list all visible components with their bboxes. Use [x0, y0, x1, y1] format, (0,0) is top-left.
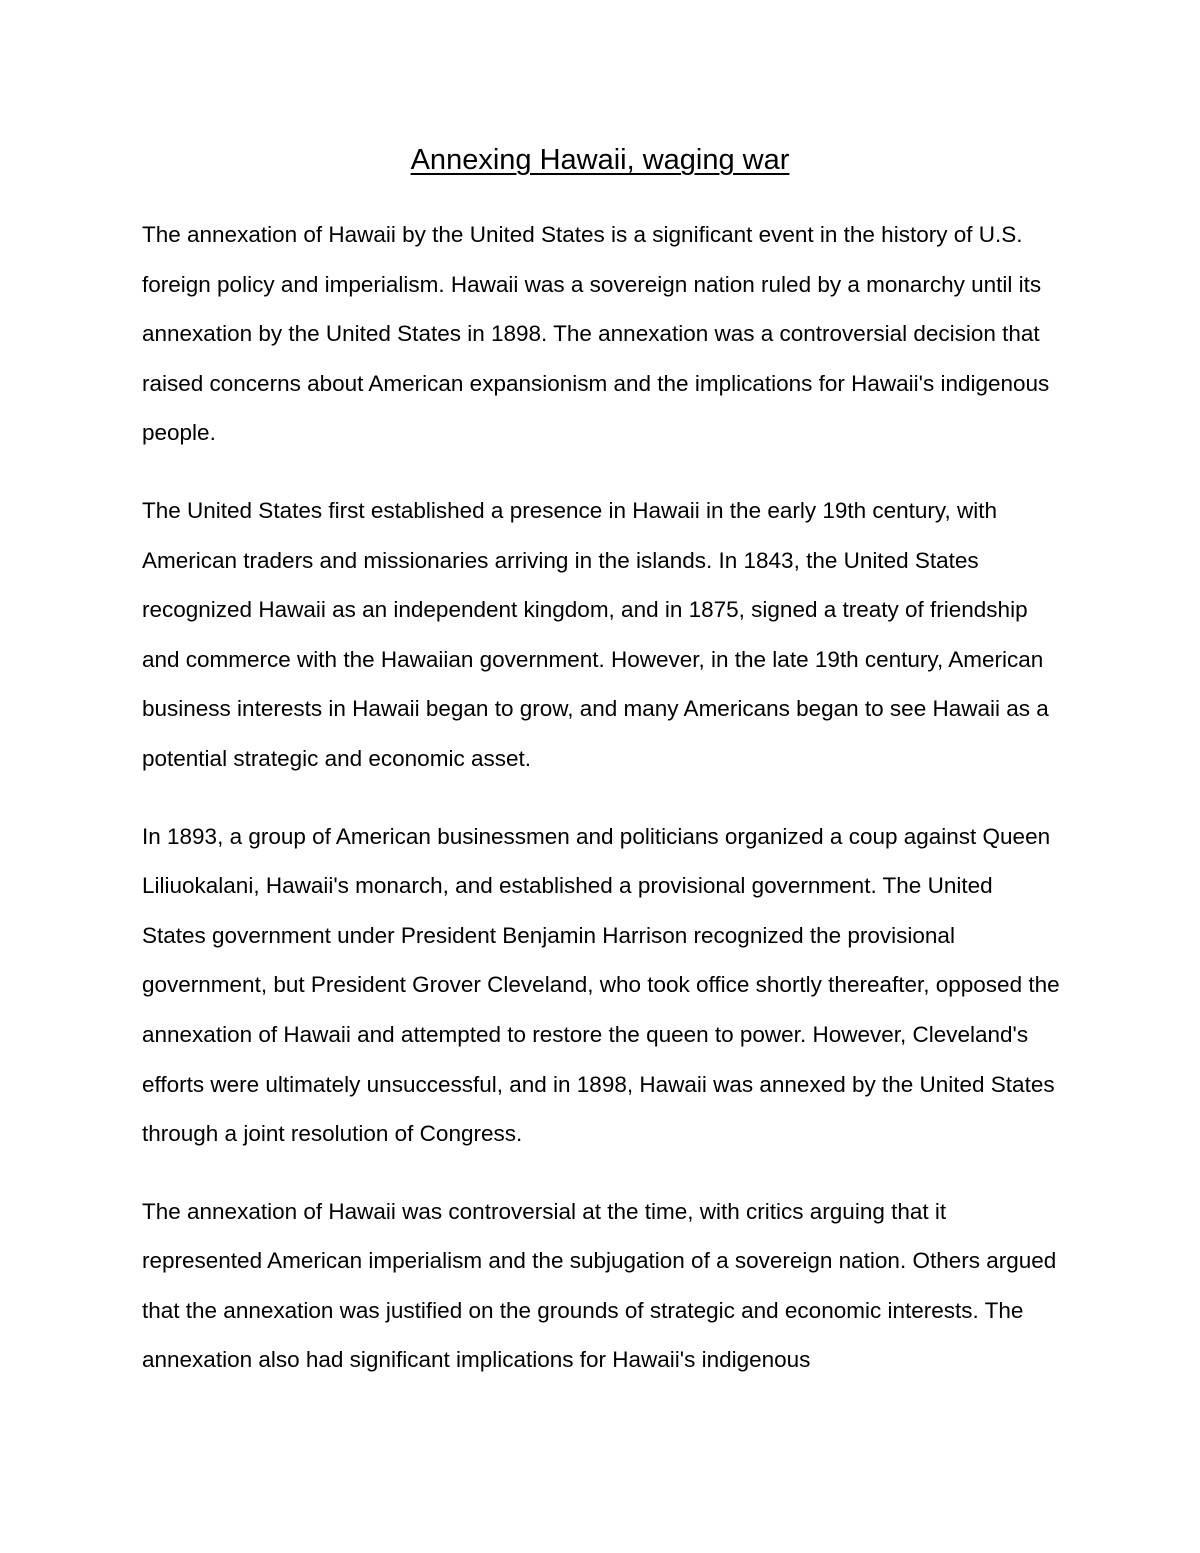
paragraph-3: In 1893, a group of American businessmen and politicians organized a coup against Queen Liliuokalani, Hawaii's monarch, and established a provisional government. The United States government under President Benjamin Harrison recognized the provisional government, but President Grover Cleveland, who took office shortly thereafter, opposed the annexation of Hawaii and attempted to restore the queen to power. However, Cleveland's efforts were ultimately unsuccessful, and in 1898, Hawaii was annexed by the United States through a joint resolution of Congress. — [142, 823, 1060, 1147]
paragraph-4: The annexation of Hawaii was controversial at the time, with critics arguing that it represented American imperialism and the subjugation of a sovereign nation. Others argued that the annexation was justified on the grounds of strategic and economic interests. The annexation also had significant implications for Hawaii's indigenous — [142, 1198, 1057, 1373]
document-title: Annexing Hawaii, waging war — [410, 144, 790, 176]
paragraph-2: The United States first established a presence in Hawaii in the early 19th century, with American traders and missionaries arriving in the islands. In 1843, the United States recognized Hawaii as an independent kingdom, and in 1875, signed a treaty of friendship and commerce with the Hawaiian government. However, in the late 19th century, American business interests in Hawaii began to grow, and many Americans began to see Hawaii as a potential strategic and economic asset. — [142, 497, 1049, 771]
paragraph-1: The annexation of Hawaii by the United States is a significant event in the history of U.S. foreign policy and imperialism. Hawaii was a sovereign nation ruled by a monarchy until its annexation by the United States in 1898. The annexation was a controversial decision that raised concerns about American expansionism and the implications for Hawaii's indigenous people. — [142, 222, 1050, 446]
document-body — [142, 210, 1062, 1413]
